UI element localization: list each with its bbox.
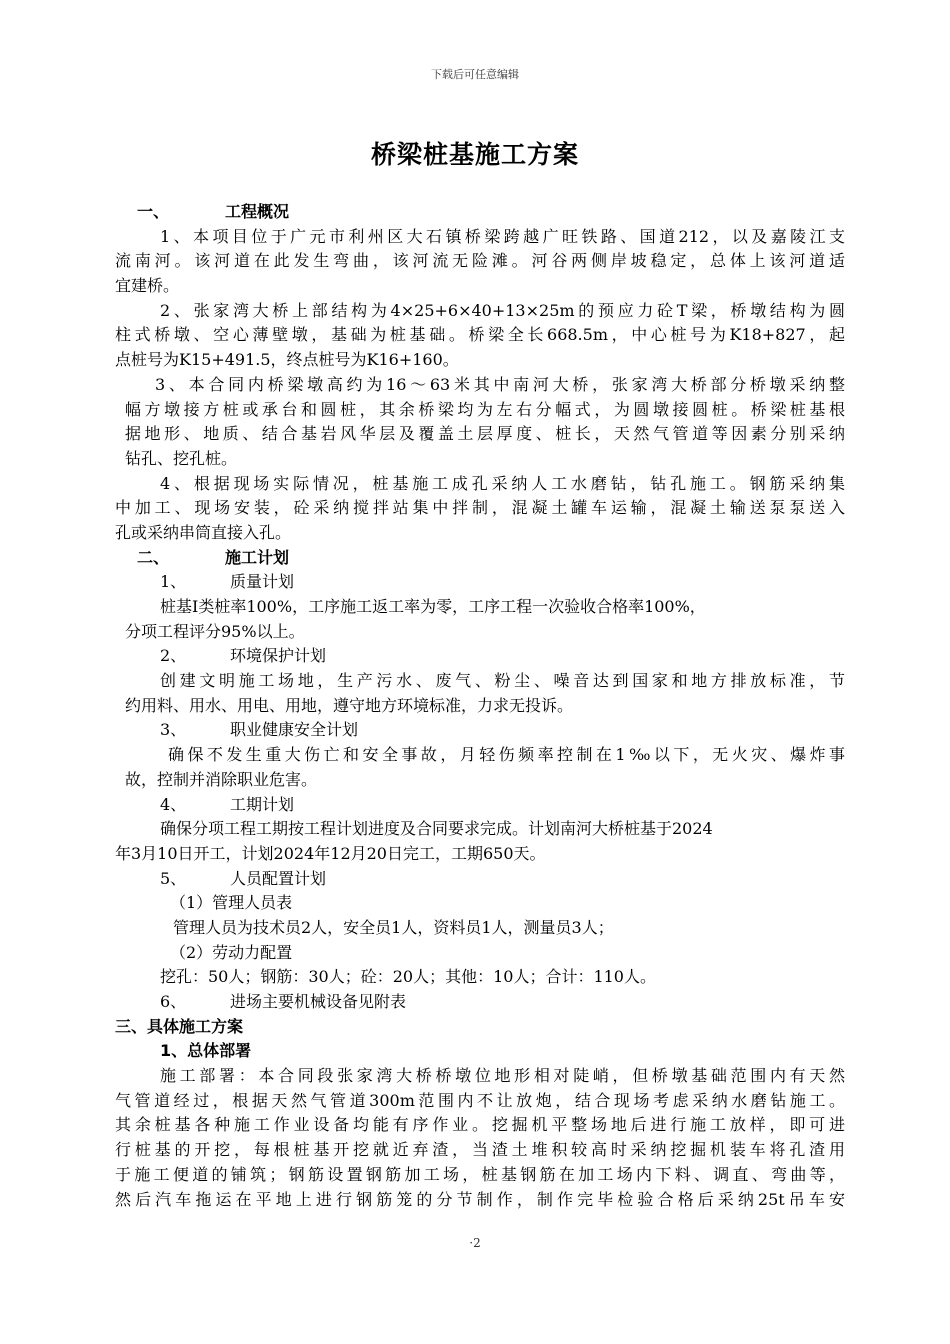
paragraph-line: 挖孔：50人；钢筋：30人；砼：20人；其他：10人；合计：110人。 [160,967,656,987]
subsection-heading: 2、 环境保护计划 [160,646,327,666]
subsection-heading: 1、总体部署 [160,1041,252,1061]
paragraph-line: 流南河。该河道在此发生弯曲，该河流无险滩。河谷两侧岸坡稳定，总体上该河道适 [115,251,845,271]
paragraph-line: 桩基Ⅰ类桩率100%，工序施工返工率为零，工序工程一次验收合格率100%， [160,597,706,616]
paragraph-line: 据地形、地质、结合基岩风华层及覆盖土层厚度、桩长，天然气管道等因素分别采纳 [125,424,845,444]
document-body [115,200,845,1212]
paragraph-line: 分项工程评分95%以上。 [125,621,305,641]
paragraph-line: 确保分项工程工期按工程计划进度及合同要求完成。计划南河大桥桩基于2024 [160,819,713,839]
paragraph-line: 柱式桥墩、空心薄壁墩，基础为桩基础。桥梁全长668.5m，中心桩号为K18+827，起 [115,325,845,345]
section-heading-1: 一、 工程概况 [137,202,290,221]
page-number: ·2 [469,1236,481,1250]
paragraph-line: 创建文明施工场地，生产污水、废气、粉尘、噪音达到国家和地方排放标准，节 [160,671,845,691]
section-heading-2: 二、 施工计划 [137,547,290,567]
paragraph-line: 孔或采纳串筒直接入孔。 [115,522,292,542]
subsection-heading: 6、 进场主要机械设备见附表 [160,992,407,1011]
paragraph-line: 管理人员为技术员2人，安全员1人，资料员1人，测量员3人； [173,917,614,937]
paragraph-line: 于施工便道的铺筑；钢筋设置钢筋加工场，桩基钢筋在加工场内下料、调直、弯曲等， [115,1164,845,1184]
paragraph-line: 年3月10日开工，计划2024年12月20日完工，工期650天。 [115,843,546,863]
paragraph-line: 4、根据现场实际情况，桩基施工成孔采纳人工水磨钻，钻孔施工。钢筋采纳集 [160,473,845,493]
subsection-heading: 4、 工期计划 [160,794,295,814]
paragraph-line: 2、张家湾大桥上部结构为4×25+6×40+13×25m的预应力砼T梁，桥墩结构为圆 [160,300,845,320]
subsection-heading: 5、 人员配置计划 [160,868,327,888]
section-heading-3: 三、具体施工方案 [115,1016,244,1036]
paragraph-line: 故，控制并消除职业危害。 [125,769,318,789]
paragraph-line: 点桩号为K15+491.5，终点桩号为K16+160。 [115,350,459,370]
paragraph-line: 气管道经过，根据天然气管道300m范围内不让放炮，结合现场考虑采纳水磨钻施工。 [115,1090,845,1110]
paragraph-line: 确保不发生重大伤亡和安全事故，月轻伤频率控制在1‰以下，无火灾、爆炸事 [168,745,845,765]
paragraph-line: （1）管理人员表 [170,893,293,913]
page-header: 下载后可任意编辑 [431,68,519,81]
paragraph-line: 施工部署：本合同段张家湾大桥桥墩位地形相对陡峭，但桥墩基础范围内有天然 [160,1066,845,1086]
paragraph-line: 1、本项目位于广元市利州区大石镇桥梁跨越广旺铁路、国道212，以及嘉陵江支 [160,226,845,246]
subsection-heading: 3、 职业健康安全计划 [160,720,359,740]
subsection-heading: 1、 质量计划 [160,572,295,592]
paragraph-line: 行桩基的开挖，每根桩基开挖就近弃渣，当渣土堆积较高时采纳挖掘机装车将孔渣用 [115,1140,845,1160]
paragraph-line: 中加工、现场安装，砼采纳搅拌站集中拌制，混凝土罐车运输，混凝土输送泵泵送入 [115,498,845,518]
paragraph-line: （2）劳动力配置 [170,942,293,962]
paragraph-line: 钻孔、挖孔桩。 [125,448,238,468]
paragraph-line: 约用料、用水、用电、用地，遵守地方环境标准，力求无投诉。 [125,695,574,715]
paragraph-line: 3、本合同内桥梁墩高约为16～63米其中南河大桥，张家湾大桥部分桥墩采纳整 [155,374,845,394]
document-title: 桥梁桩基施工方案 [370,140,579,169]
paragraph-line: 其余桩基各种施工作业设备均能有序作业。挖掘机平整场地后进行施工放样，即可进 [115,1115,845,1135]
paragraph-line: 宜建桥。 [115,276,180,296]
paragraph-line: 然后汽车拖运在平地上进行钢筋笼的分节制作，制作完毕检验合格后采纳25t吊车安 [115,1189,845,1209]
paragraph-line: 幅方墩接方桩或承台和圆桩，其余桥梁均为左右分幅式，为圆墩接圆桩。桥梁桩基根 [125,399,845,419]
